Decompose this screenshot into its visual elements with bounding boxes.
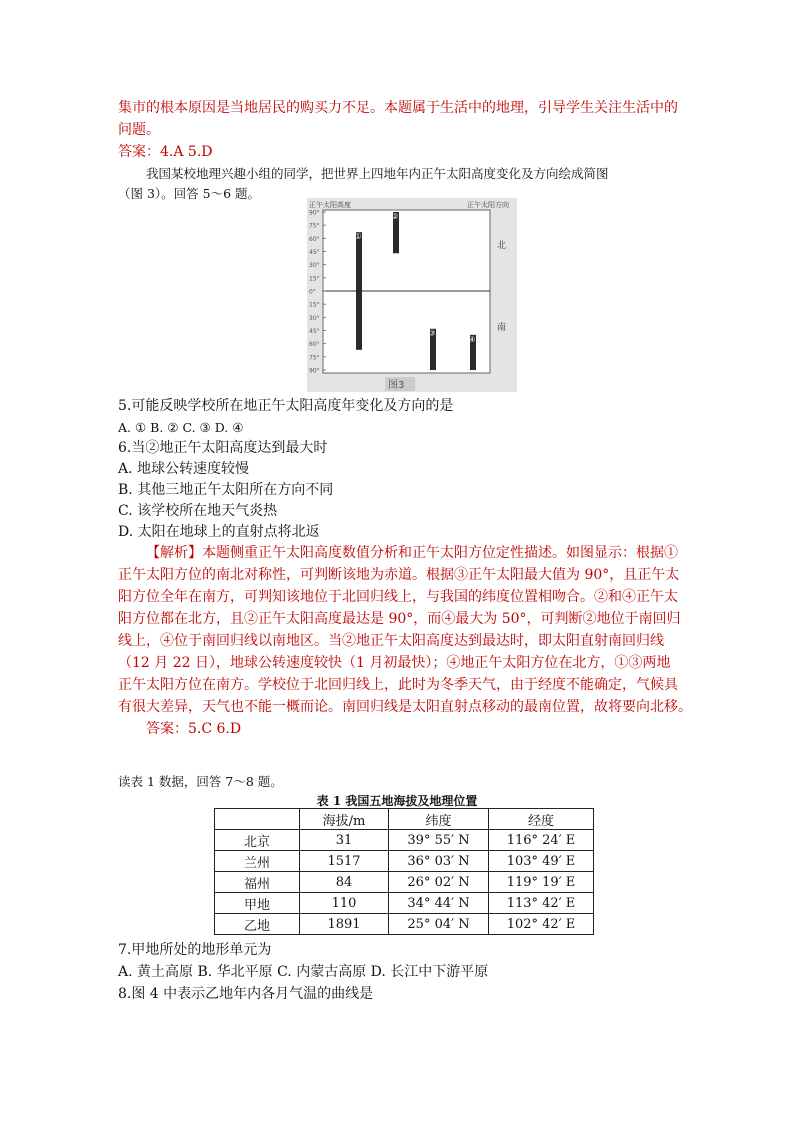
table-cell: 1891 <box>300 914 389 935</box>
y-tick-label: 30° <box>309 262 320 270</box>
table-row <box>215 851 594 872</box>
y-tick-label: 0° <box>309 288 316 296</box>
table-cell: 北京 <box>215 830 300 851</box>
question-6-option-d: D. 太阳在地球上的直射点将北返 <box>118 524 320 540</box>
table-intro: 读表 1 数据，回答 7～8 题。 <box>118 774 283 789</box>
altitude-bar <box>356 232 362 350</box>
north-label: 北 <box>497 241 507 251</box>
question-intro: 我国某校地理兴趣小组的同学，把世界上四地年内正午太阳高度变化及方向绘成简图 <box>146 166 609 181</box>
table-cell: 甲地 <box>215 893 300 914</box>
explanation-line: 阳方位都在北方，且②正午太阳高度最达是 90°，而④最大为 50°，可判断②地位于南回归 <box>118 611 681 627</box>
table-cell: 26° 02′ N <box>389 872 489 893</box>
bar-marker: ③ <box>428 328 436 338</box>
bar-marker: ④ <box>468 334 476 344</box>
table-row <box>215 830 594 851</box>
explanation-line: 【解析】本题侧重正午太阳高度数值分析和正午太阳方位定性描述。如图显示：根据① <box>146 545 678 561</box>
y-tick-label: 30° <box>309 314 320 322</box>
table-cell: 36° 03′ N <box>389 851 489 872</box>
y-tick-label: 15° <box>309 275 320 283</box>
table-row <box>215 914 594 935</box>
table-cell: 34° 44′ N <box>389 893 489 914</box>
question-8: 8.图 4 中表示乙地年内各月气温的曲线是 <box>118 986 374 1002</box>
table-cell: 102° 42′ E <box>489 914 594 935</box>
sun-altitude-chart <box>307 198 517 392</box>
figure-3 <box>307 198 517 392</box>
question-6-option-a: A. 地球公转速度较慢 <box>118 461 250 477</box>
explanation-line: 正午太阳方位在南方。学校位于北回归线上，此时为冬季天气，由于经度不能确定，气候具 <box>118 677 678 693</box>
table-header <box>215 809 300 830</box>
south-label: 南 <box>497 323 507 333</box>
right-axis-title: 正午太阳方向 <box>467 201 509 209</box>
bar-marker: ① <box>354 232 362 242</box>
y-axis-title: 正午太阳高度 <box>309 201 351 209</box>
question-intro: （图 3）。回答 5～6 题。 <box>118 186 261 201</box>
question-6-option-b: B. 其他三地正午太阳所在方向不同 <box>118 482 334 498</box>
question-6-option-c: C. 该学校所在地天气炎热 <box>118 503 278 519</box>
explanation-line: 正午太阳方位的南北对称性，可判断该地为赤道。根据③正午太阳最大值为 90°，且正午太 <box>118 567 680 583</box>
table-caption: 表 1 我国五地海拔及地理位置 <box>316 794 478 808</box>
explanation-line: 问题。 <box>118 122 160 138</box>
table-cell: 兰州 <box>215 851 300 872</box>
figure-caption: 图3 <box>388 380 405 391</box>
bar-marker: ② <box>391 212 399 221</box>
table-cell: 31 <box>300 830 389 851</box>
y-tick-label: 60° <box>309 235 320 243</box>
table-cell: 25° 04′ N <box>389 914 489 935</box>
table-cell: 39° 55′ N <box>389 830 489 851</box>
y-tick-label: 75° <box>309 354 320 362</box>
answer-4-5: 答案：4.A 5.D <box>118 144 213 160</box>
explanation-line: 线上，④位于南回归线以南地区。当②地正午太阳高度达到最达时，即太阳直射南回归线 <box>118 633 664 649</box>
question-6: 6.当②地正午太阳高度达到最大时 <box>118 440 328 456</box>
table-cell: 113° 42′ E <box>489 893 594 914</box>
y-tick-label: 60° <box>309 341 320 349</box>
question-5: 5.可能反映学校所在地正午太阳高度年变化及方向的是 <box>118 398 454 414</box>
answer-5-6: 答案：5.C 6.D <box>146 721 242 737</box>
y-tick-label: 75° <box>309 222 320 230</box>
table-cell: 110 <box>300 893 389 914</box>
table-cell: 乙地 <box>215 914 300 935</box>
table-cell: 1517 <box>300 851 389 872</box>
table-cell: 84 <box>300 872 389 893</box>
y-tick-label: 15° <box>309 301 320 309</box>
y-tick-label: 90° <box>309 367 320 375</box>
question-7-options: A. 黄土高原 B. 华北平原 C. 内蒙古高原 D. 长江中下游平原 <box>118 964 489 980</box>
table-row <box>215 872 594 893</box>
table-cell: 103° 49′ E <box>489 851 594 872</box>
explanation-line: （12 月 22 日），地球公转速度较快（1 月初最快）；④地正午太阳方位在北方，①③两地 <box>118 655 671 671</box>
y-tick-label: 45° <box>309 249 320 256</box>
y-tick-label: 45° <box>309 328 320 335</box>
table-header: 纬度 <box>389 809 489 830</box>
table-cell: 福州 <box>215 872 300 893</box>
data-table <box>214 808 594 935</box>
table-header-row <box>215 809 594 830</box>
question-5-options: A. ① B. ② C. ③ D. ④ <box>118 420 244 435</box>
explanation-line: 有很大差异，天气也不能一概而论。南回归线是太阳直射点移动的最南位置，故将要向北移。 <box>118 699 692 715</box>
explanation-line: 阳方位全年在南方，可判知该地位于北回归线上，与我国的纬度位置相吻合。②和④正午太 <box>118 589 678 605</box>
table-cell: 119° 19′ E <box>489 872 594 893</box>
explanation-line: 集市的根本原因是当地居民的购买力不足。本题属于生活中的地理，引导学生关注生活中的 <box>118 100 678 116</box>
table-header: 海拔/m <box>300 809 389 830</box>
table-header: 经度 <box>489 809 594 830</box>
y-tick-label: 90° <box>309 209 320 217</box>
table-row <box>215 893 594 914</box>
table-cell: 116° 24′ E <box>489 830 594 851</box>
question-7: 7.甲地所处的地形单元为 <box>118 942 272 958</box>
